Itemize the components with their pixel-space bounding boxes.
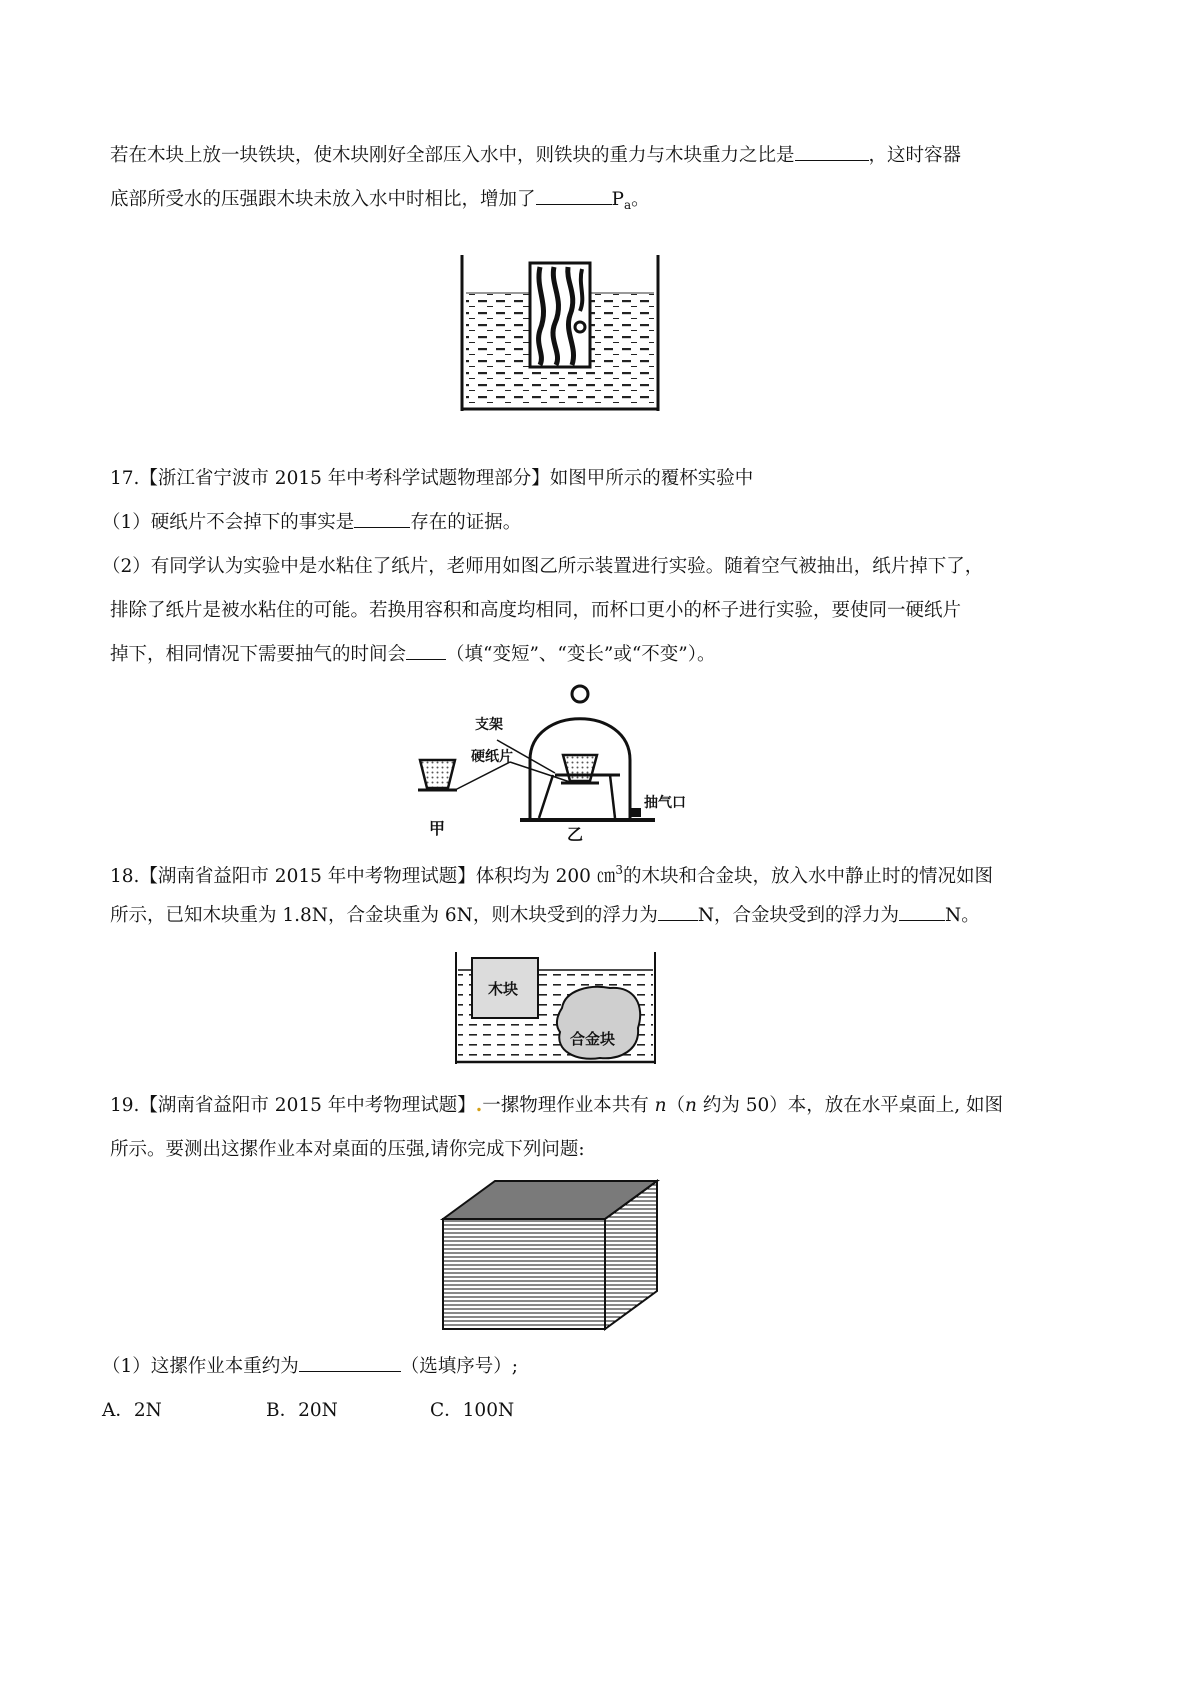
bullet-dot-icon: . [475,1095,483,1116]
beaker-wood-figure [440,235,710,450]
q17-title: 17.【浙江省宁波市 2015 年中考科学试题物理部分】如图甲所示的覆杯实验中 [110,468,754,489]
q17-part-2-line-3: 掉下，相同情况下需要抽气的时间会 （填“变短”、“变长”或“不变”）。 [110,641,716,669]
q19-sub-1: （1）这摞作业本重约为 （选填序号）; [102,1353,518,1381]
option-a[interactable]: A．2N [102,1400,162,1421]
label-outlet: 抽气口 [644,795,686,811]
label-jia: 甲 [429,819,446,838]
q18-line-2: 所示，已知木块重为 1.8N，合金块重为 6N，则木块受到的浮力为 N，合金块受到的浮力为 N。 [110,902,980,930]
answer-blank[interactable] [536,186,612,205]
label-card: 硬纸片 [471,749,513,765]
option-c[interactable]: C．100N [430,1400,515,1421]
label-wood: 木块 [488,980,519,998]
label-yi: 乙 [567,825,584,844]
q19-line-2: 所示。要测出这摞作业本对桌面的压强,请你完成下列问题: [110,1139,585,1160]
option-b[interactable]: B．20N [266,1400,338,1421]
q17-part-1: （1）硬纸片不会掉下的事实是 存在的证据。 [102,509,521,537]
answer-blank[interactable] [299,1353,401,1372]
q19-line-1: 19.【湖南省益阳市 2015 年中考物理试题】.一摞物理作业本共有 n（n 约为 50）本，放在水平桌面上, 如图 [110,1095,1004,1116]
answer-blank[interactable] [899,902,945,921]
answer-blank[interactable] [354,509,410,528]
answer-blank[interactable] [795,142,869,161]
wood-alloy-figure [440,950,665,1070]
answer-blank[interactable] [406,641,446,660]
label-alloy: 合金块 [570,1030,616,1048]
q17-part-2-line-1: （2）有同学认为实验中是水粘住了纸片，老师用如图乙所示装置进行实验。随着空气被抽出，纸片掉下了， [102,556,984,577]
label-support: 支架 [475,717,503,733]
notebook-stack-figure [435,1175,665,1335]
wood-block [530,263,590,367]
q16-line-2: 底部所受水的压强跟木块未放入水中时相比，增加了 $P_a$。 [110,186,650,219]
q17-part-2-line-2: 排除了纸片是被水粘住的可能。若换用容积和高度均相同，而杯口更小的杯子进行实验，要使同一硬纸片 [110,600,962,621]
cup-experiment-figure [415,680,700,845]
q16-line-1: 若在木块上放一块铁块，使木块刚好全部压入水中，则铁块的重力与木块重力之比是 ，这时容器 [110,142,961,170]
answer-blank[interactable] [658,902,698,921]
q18-line-1: 18.【湖南省益阳市 2015 年中考物理试题】体积均为 200 ㎝$^3$的木块和合金块，放入水中静止时的情况如图 [110,863,993,887]
